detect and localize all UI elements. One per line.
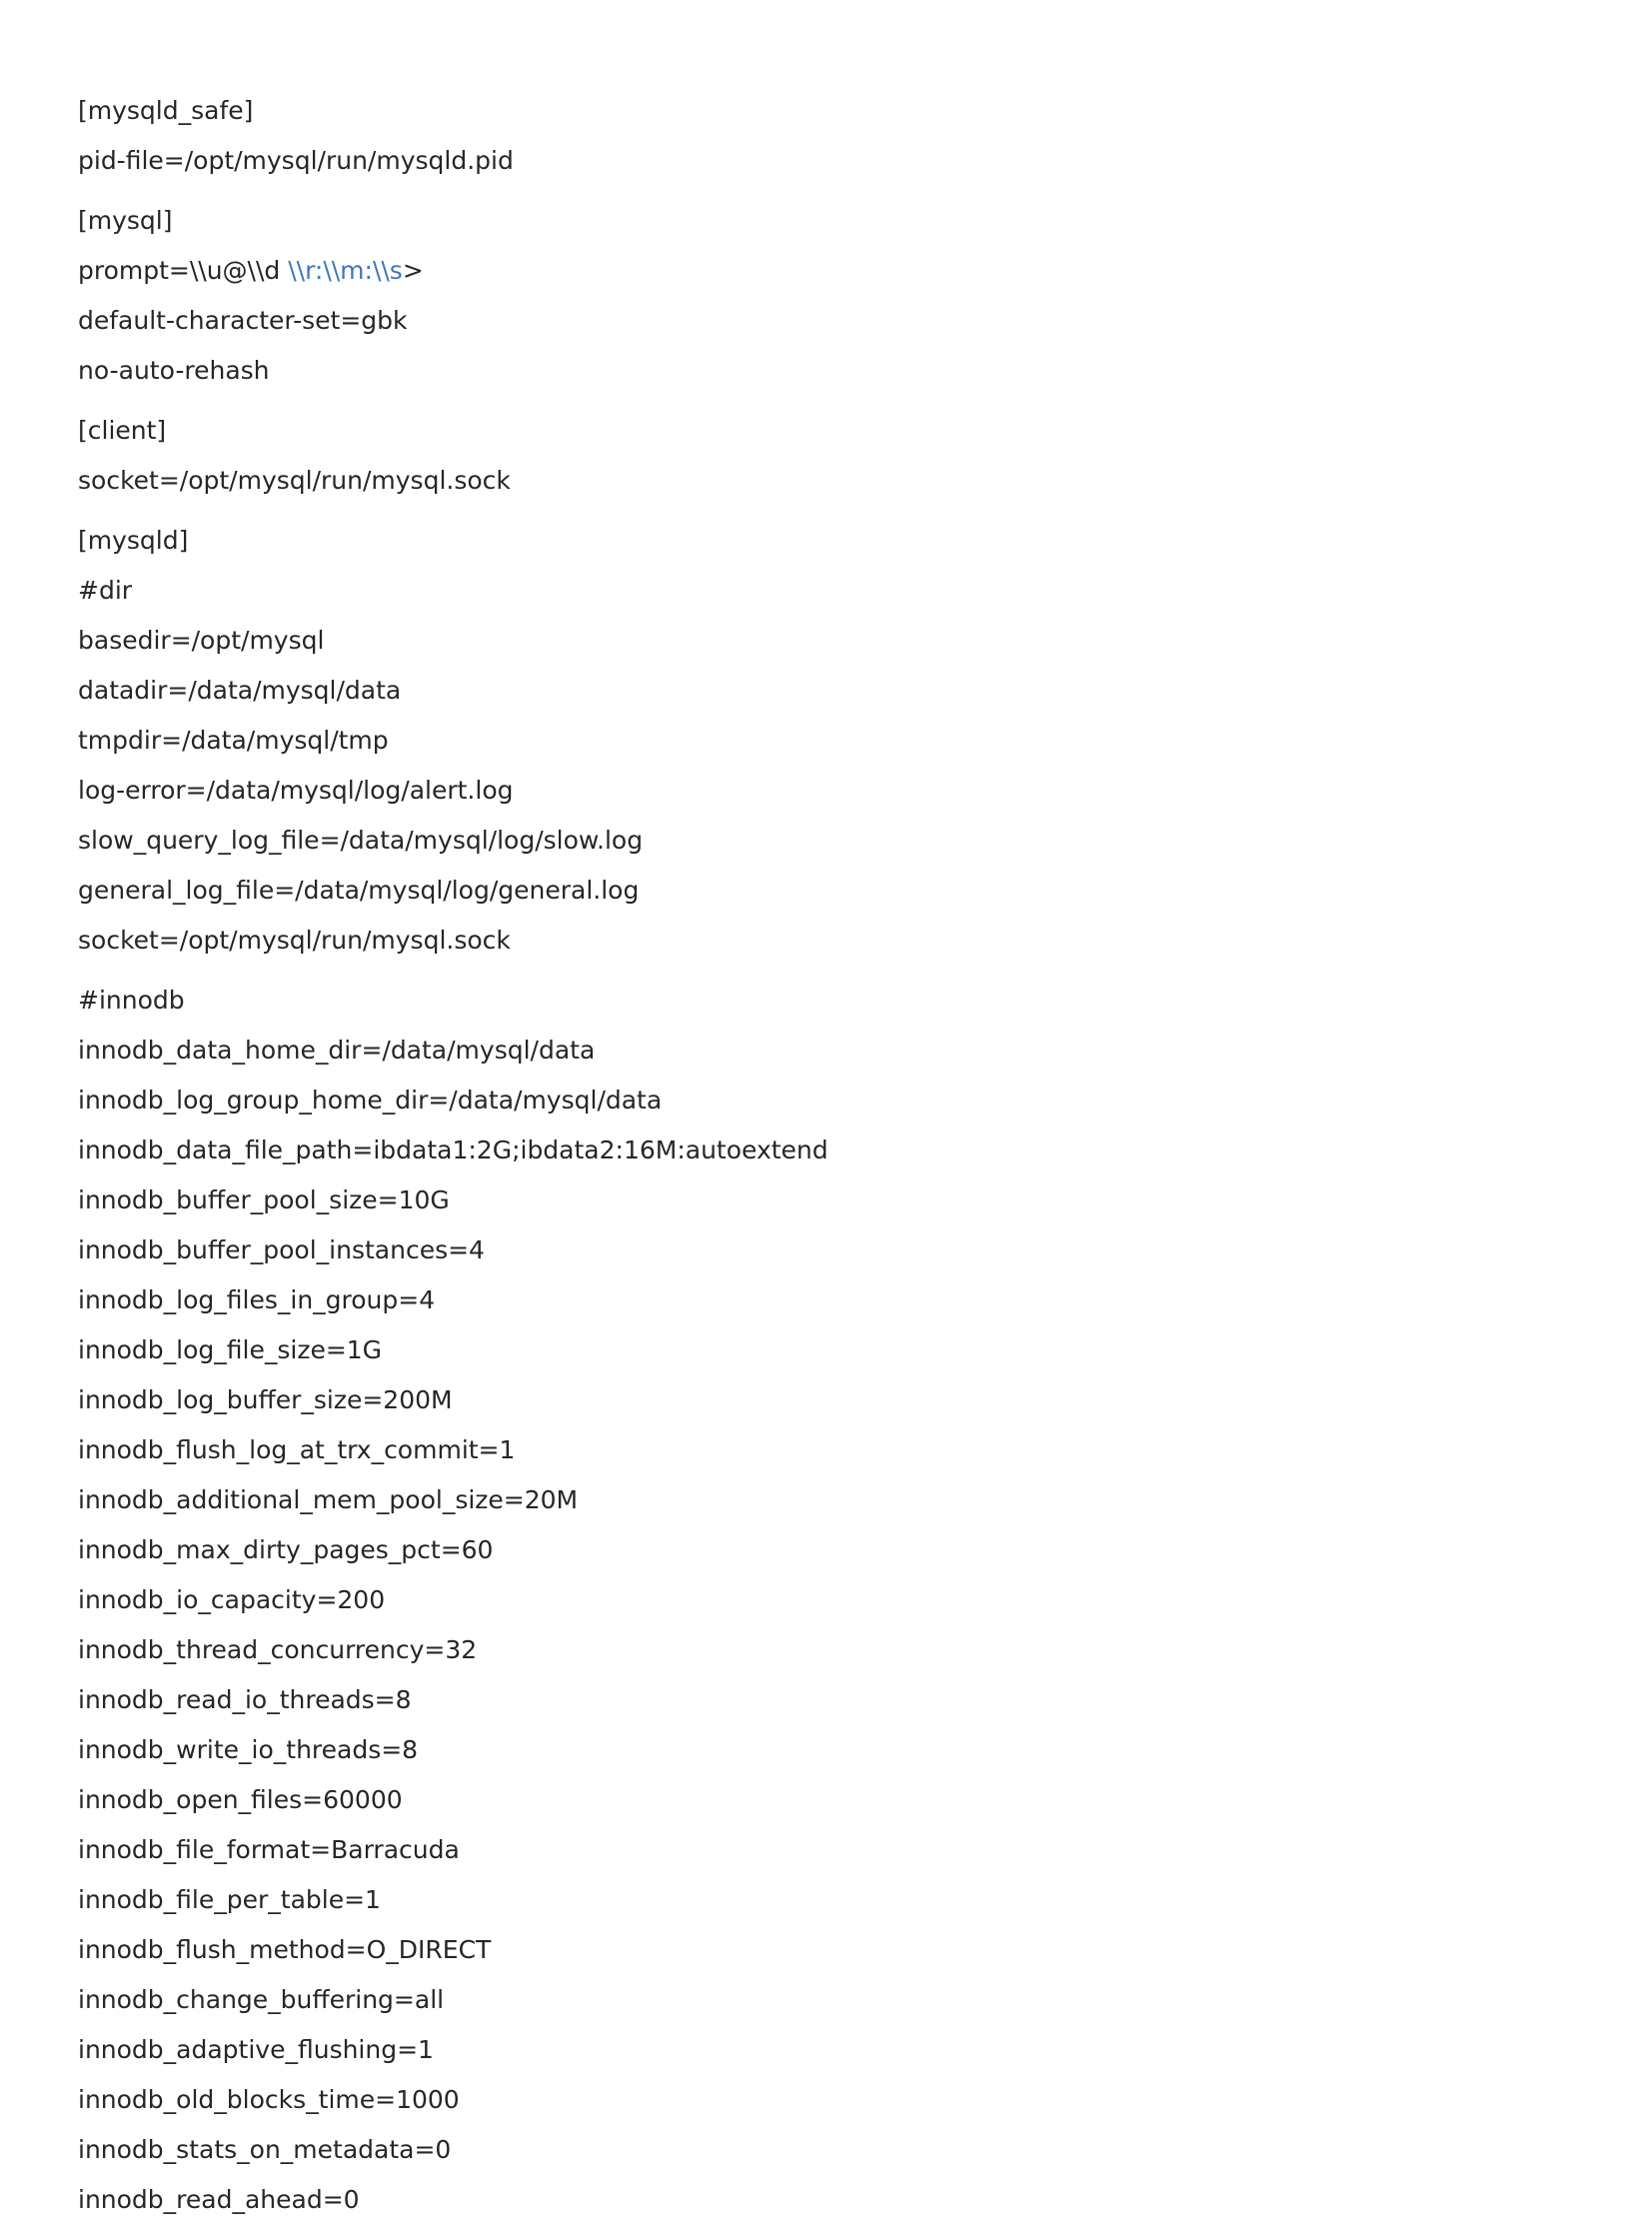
config-line: innodb_buffer_pool_size=10G — [78, 1185, 450, 1214]
config-line: innodb_flush_method=O_DIRECT — [78, 1935, 492, 1964]
config-line: innodb_data_home_dir=/data/mysql/data — [78, 1036, 596, 1065]
config-line-prompt — [78, 248, 1652, 298]
config-line: basedir=/opt/mysql — [78, 626, 325, 655]
section-header-mysql: [mysql] — [78, 206, 173, 235]
config-line: innodb_log_group_home_dir=/data/mysql/data — [78, 1086, 663, 1115]
config-line: datadir=/data/mysql/data — [78, 676, 402, 705]
config-line: log-error=/data/mysql/log/alert.log — [78, 776, 514, 805]
config-line: innodb_read_io_threads=8 — [78, 1685, 412, 1714]
config-line: innodb_log_file_size=1G — [78, 1335, 383, 1364]
config-line: general_log_file=/data/mysql/log/general.log — [78, 876, 640, 905]
config-line: no-auto-rehash — [78, 356, 270, 385]
config-line: innodb_write_io_threads=8 — [78, 1735, 419, 1764]
config-line: innodb_read_ahead=0 — [78, 2185, 360, 2214]
config-line: socket=/opt/mysql/run/mysql.sock — [78, 926, 511, 955]
config-line: innodb_log_buffer_size=200M — [78, 1385, 453, 1414]
config-line: innodb_io_capacity=200 — [78, 1585, 386, 1614]
section-header-client: [client] — [78, 416, 167, 445]
config-line: innodb_flush_log_at_trx_commit=1 — [78, 1435, 516, 1464]
config-line: innodb_additional_mem_pool_size=20M — [78, 1485, 579, 1514]
config-line: innodb_change_buffering=all — [78, 1985, 445, 2014]
config-line: innodb_log_files_in_group=4 — [78, 1285, 436, 1314]
config-line: innodb_stats_on_metadata=0 — [78, 2135, 452, 2164]
config-line: innodb_thread_concurrency=32 — [78, 1635, 478, 1664]
config-line: pid-file=/opt/mysql/run/mysqld.pid — [78, 146, 514, 175]
prompt-text: prompt=\\u@\\d — [78, 256, 289, 285]
config-line: default-character-set=gbk — [78, 306, 408, 335]
prompt-link[interactable]: \\r:\\m:\\s — [288, 256, 403, 285]
config-line: innodb_old_blocks_time=1000 — [78, 2085, 460, 2114]
config-line: innodb_max_dirty_pages_pct=60 — [78, 1535, 494, 1564]
config-line: innodb_data_file_path=ibdata1:2G;ibdata2:16M:autoextend — [78, 1135, 828, 1164]
config-line: innodb_buffer_pool_instances=4 — [78, 1235, 485, 1264]
config-document — [78, 88, 1652, 2227]
config-line: slow_query_log_file=/data/mysql/log/slow.log — [78, 826, 644, 855]
section-header-mysqld: [mysqld] — [78, 526, 189, 555]
comment-line: #innodb — [78, 986, 185, 1015]
config-line: tmpdir=/data/mysql/tmp — [78, 726, 389, 755]
config-line: innodb_open_files=60000 — [78, 1785, 403, 1814]
config-line: innodb_file_per_table=1 — [78, 1885, 381, 1914]
config-line: socket=/opt/mysql/run/mysql.sock — [78, 466, 511, 495]
comment-line: #dir — [78, 576, 133, 605]
prompt-suffix: > — [402, 256, 424, 285]
config-line: innodb_file_format=Barracuda — [78, 1835, 460, 1864]
config-line: innodb_adaptive_flushing=1 — [78, 2035, 434, 2064]
section-header-mysqld-safe: [mysqld_safe] — [78, 96, 254, 125]
